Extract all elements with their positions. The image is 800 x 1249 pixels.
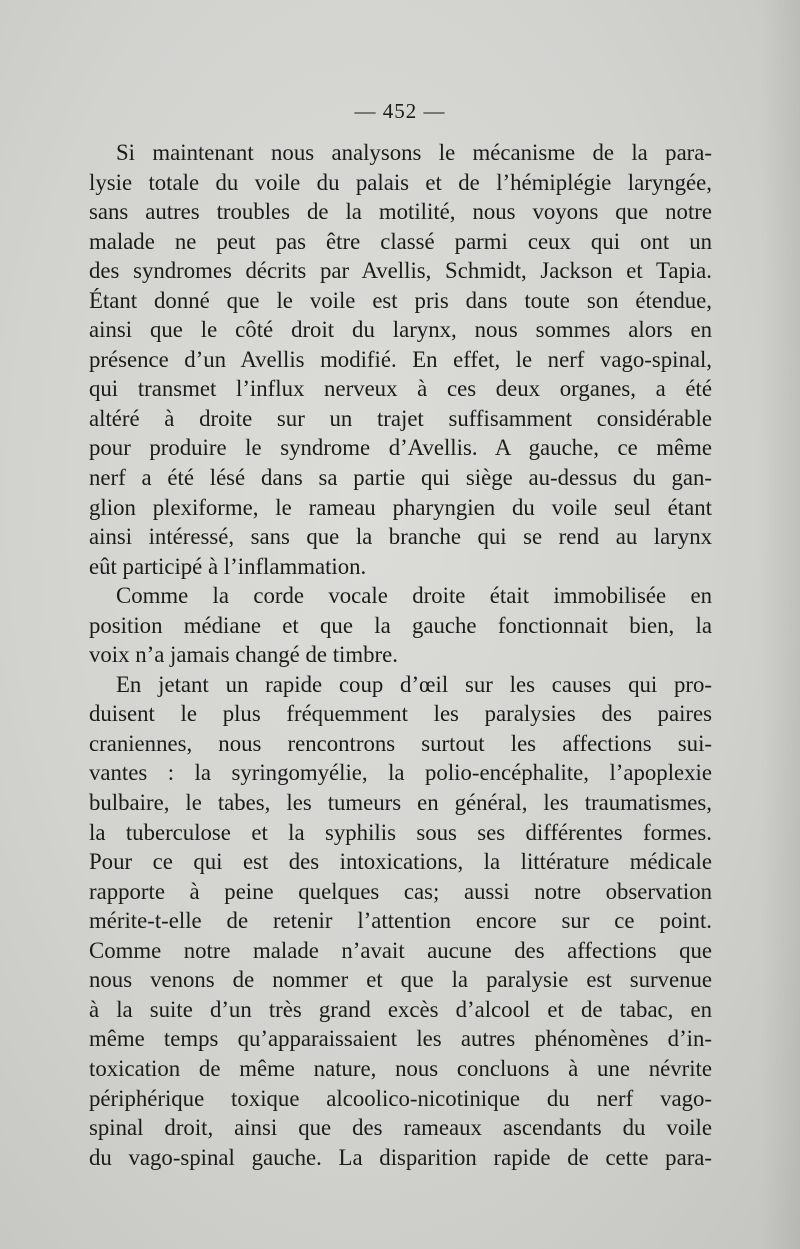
text-line: pour produire le syndrome d’Avellis. A gauche, ce même: [89, 435, 712, 461]
text-line: position médiane et que la gauche fonctionnait bien, la: [89, 612, 712, 638]
text-line: malade ne peut pas être classé parmi ceux qui ont un: [89, 228, 712, 254]
text-line: à la suite d’un très grand excès d’alcool et de tabac, en: [89, 996, 712, 1022]
text-line: ainsi intéressé, sans que la branche qui se rend au larynx: [89, 524, 712, 550]
text-line: spinal droit, ainsi que des rameaux ascendants du voile: [89, 1115, 712, 1141]
text-line: qui transmet l’influx nerveux à ces deux organes, a été: [89, 376, 712, 402]
text-line: toxication de même nature, nous concluons à une névrite: [89, 1055, 712, 1081]
text-line: périphérique toxique alcoolico-nicotinique du nerf vago-: [89, 1085, 712, 1111]
text-line: eût participé à l’inflammation.: [89, 553, 367, 579]
text-line: lysie totale du voile du palais et de l’hémiplégie laryngée,: [89, 169, 712, 195]
text-line: vantes : la syringomyélie, la polio-encéphalite, l’apoplexie: [89, 760, 712, 786]
text-line: nerf a été lésé dans sa partie qui siège au-dessus du gan-: [89, 465, 712, 491]
text-line: En jetant un rapide coup d’œil sur les causes qui pro-: [116, 671, 712, 697]
text-line: sans autres troubles de la motilité, nous voyons que notre: [89, 199, 712, 225]
text-line: Comme la corde vocale droite était immobilisée en: [116, 583, 712, 609]
text-line: du vago-spinal gauche. La disparition rapide de cette para-: [89, 1144, 712, 1170]
page-shadow: [760, 0, 800, 1249]
text-line: craniennes, nous rencontrons surtout les affections sui-: [89, 730, 712, 756]
body-text: [89, 138, 712, 1172]
text-line: présence d’un Avellis modifié. En effet, le nerf vago-spinal,: [89, 346, 712, 372]
text-line: rapporte à peine quelques cas; aussi notre observation: [89, 878, 712, 904]
text-line: duisent le plus fréquemment les paralysies des paires: [89, 701, 712, 727]
text-line: glion plexiforme, le rameau pharyngien du voile seul étant: [89, 494, 712, 520]
text-line: nous venons de nommer et que la paralysie est survenue: [89, 967, 712, 993]
text-line: Si maintenant nous analysons le mécanisme de la para-: [116, 140, 712, 165]
text-line: Comme notre malade n’avait aucune des affections que: [89, 937, 712, 963]
text-line: la tuberculose et la syphilis sous ses différentes formes.: [89, 819, 712, 845]
text-line: bulbaire, le tabes, les tumeurs en général, les traumatismes,: [89, 790, 712, 816]
text-line: même temps qu’apparaissaient les autres phénomènes d’in-: [89, 1026, 712, 1052]
text-line: des syndromes décrits par Avellis, Schmidt, Jackson et Tapia.: [89, 258, 712, 284]
text-line: voix n’a jamais changé de timbre.: [89, 642, 398, 668]
text-line: altéré à droite sur un trajet suffisamment considérable: [89, 405, 712, 431]
text-line: Pour ce qui est des intoxications, la littérature médicale: [89, 849, 712, 875]
text-line: mérite-t-elle de retenir l’attention encore sur ce point.: [89, 908, 712, 934]
text-line: ainsi que le côté droit du larynx, nous sommes alors en: [89, 317, 712, 343]
text-line: Étant donné que le voile est pris dans toute son étendue,: [89, 287, 712, 313]
page-number: — 452 —: [354, 99, 446, 123]
